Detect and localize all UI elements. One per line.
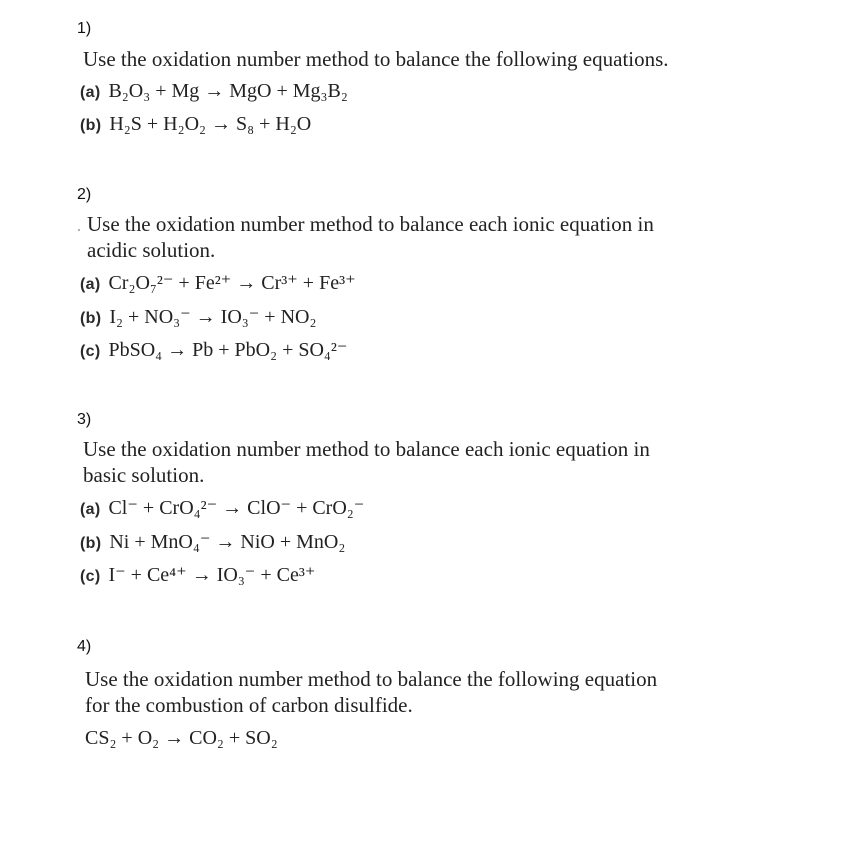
problem-2-equation-c bbox=[80, 337, 347, 362]
problem-3-equation-b bbox=[80, 529, 345, 554]
problem-3-equation-a bbox=[80, 495, 364, 520]
problem-4-equation bbox=[85, 727, 278, 750]
problem-2-equation-a bbox=[80, 270, 356, 295]
equation-label: (c) bbox=[80, 568, 101, 585]
problem-3-number: 3) bbox=[77, 411, 92, 428]
problem-3-equation-c bbox=[80, 562, 315, 587]
problem-2-number: 2) bbox=[77, 186, 92, 203]
problem-2-instruction-line-1: Use the oxidation number method to balance each ionic equation in bbox=[87, 212, 654, 236]
equation-label: (a) bbox=[80, 501, 101, 518]
equation-formula: Cr₂O₇²⁻ + Fe²⁺ → Cr³⁺ + Fe³⁺ bbox=[108, 272, 356, 294]
equation-label: (a) bbox=[80, 276, 101, 293]
equation-label: (b) bbox=[80, 117, 102, 134]
problem-3-instruction-line-2: basic solution. bbox=[83, 463, 205, 487]
equation-label: (c) bbox=[80, 343, 101, 360]
problem-4-number: 4) bbox=[77, 638, 92, 655]
problem-1-number: 1) bbox=[77, 20, 92, 37]
equation-formula: I⁻ + Ce⁴⁺ → IO₃⁻ + Ce³⁺ bbox=[108, 564, 316, 586]
equation-formula: CS₂ + O₂ → CO₂ + SO₂ bbox=[85, 727, 278, 749]
problem-2-instruction-line-2: acidic solution. bbox=[87, 238, 216, 262]
equation-formula: Ni + MnO₄⁻ → NiO + MnO₂ bbox=[109, 531, 346, 553]
equation-formula: PbSO₄ → Pb + PbO₂ + SO₄²⁻ bbox=[108, 339, 348, 361]
equation-formula: B₂O₃ + Mg → MgO + Mg₃B₂ bbox=[108, 80, 348, 102]
problem-4-instruction-line-1: Use the oxidation number method to balance the following equation bbox=[85, 667, 658, 691]
problem-1-equation-b bbox=[80, 113, 311, 136]
problem-1-equation-a bbox=[80, 80, 348, 103]
equation-formula: H₂S + H₂O₂ → S₈ + H₂O bbox=[109, 113, 312, 135]
equation-label: (a) bbox=[80, 84, 101, 101]
stray-mark bbox=[78, 229, 80, 231]
problem-1-instruction: Use the oxidation number method to balance the following equations. bbox=[83, 47, 669, 71]
problem-4-instruction-line-2: for the combustion of carbon disulfide. bbox=[85, 693, 413, 717]
problem-3-instruction-line-1: Use the oxidation number method to balance each ionic equation in bbox=[83, 437, 650, 461]
problem-2-equation-b bbox=[80, 304, 316, 329]
equation-formula: Cl⁻ + CrO₄²⁻ → ClO⁻ + CrO₂⁻ bbox=[108, 497, 365, 519]
equation-formula: I₂ + NO₃⁻ → IO₃⁻ + NO₂ bbox=[109, 306, 317, 328]
equation-label: (b) bbox=[80, 310, 102, 327]
equation-label: (b) bbox=[80, 535, 102, 552]
